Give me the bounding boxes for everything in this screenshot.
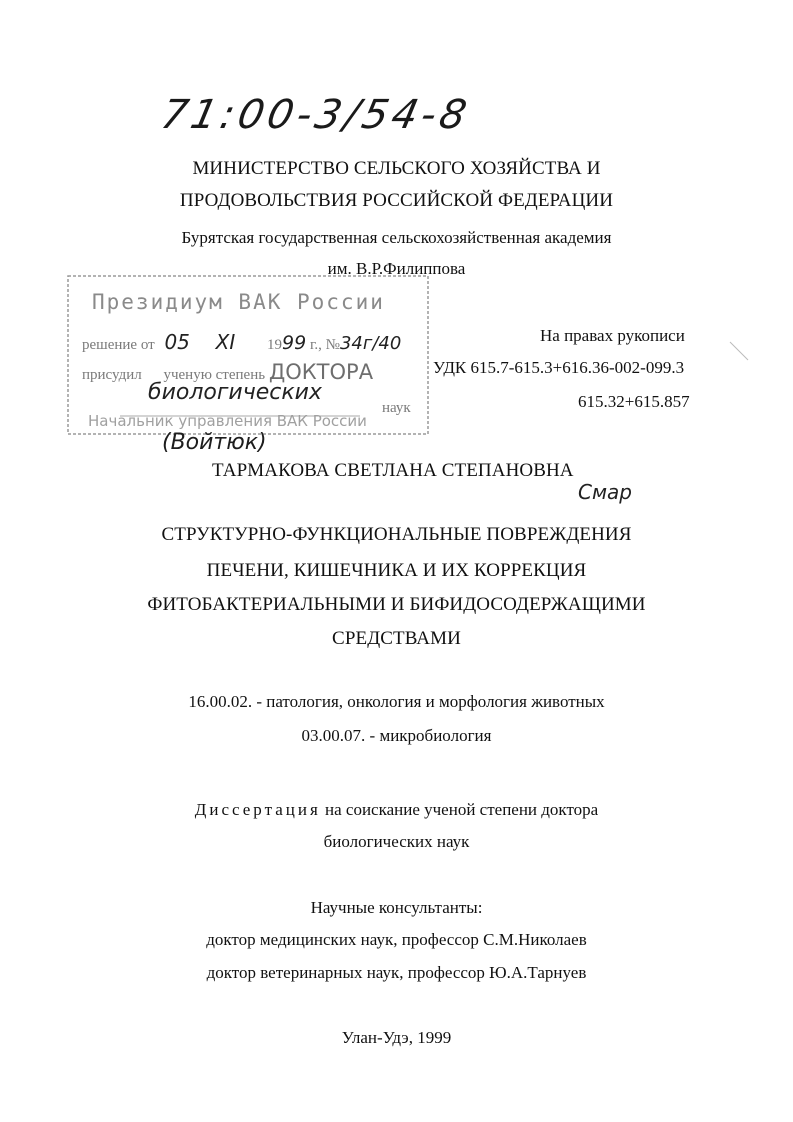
- consultants-heading: Научные консультанты:: [310, 898, 483, 917]
- stamp-awarded-prefix: присудил: [82, 367, 142, 383]
- academy-line-2: им. В.Р.Филиппова: [327, 259, 466, 278]
- stamp-month: XI: [215, 330, 236, 354]
- archive-number: 71:00-3/54-8: [157, 92, 475, 138]
- title-line-1: СТРУКТУРНО-ФУНКЦИОНАЛЬНЫЕ ПОВРЕЖДЕНИЯ: [161, 524, 632, 545]
- ministry-line-1: МИНИСТЕРСТВО СЕЛЬСКОГО ХОЗЯЙСТВА И: [192, 158, 601, 179]
- title-line-3: ФИТОБАКТЕРИАЛЬНЫМИ И БИФИДОСОДЕРЖАЩИМИ: [147, 594, 646, 615]
- udk-line-2: 615.32+615.857: [578, 392, 690, 411]
- specialty-line-2: 03.00.07. - микробиология: [301, 726, 492, 745]
- stamp-awarded-mid: ученую степень: [163, 367, 266, 383]
- consultant-1: доктор медицинских наук, профессор С.М.Николаев: [206, 930, 587, 949]
- udk-line-1: УДК 615.7-615.3+616.36-002-099.3: [433, 358, 685, 377]
- ministry-line-2: ПРОДОВОЛЬСТВИЯ РОССИЙСКОЙ ФЕДЕРАЦИИ: [179, 190, 614, 211]
- margin-mark: [728, 340, 752, 364]
- title-line-2: ПЕЧЕНИ, КИШЕЧНИКА И ИХ КОРРЕКЦИЯ: [206, 560, 587, 581]
- stamp-year-prefix: 19: [267, 337, 282, 353]
- author-name: ТАРМАКОВА СВЕТЛАНА СТЕПАНОВНА: [212, 460, 574, 481]
- stamp-title: Президиум ВАК России: [92, 290, 385, 314]
- author-signature: Смар: [578, 480, 633, 504]
- stamp-decision-prefix: решение от: [82, 337, 155, 353]
- dissertation-line-1: [0, 800, 793, 820]
- stamp-degree: ДОКТОРА: [268, 360, 374, 384]
- stamp-day: 05: [164, 330, 190, 354]
- stamp-year-suffix: 99: [282, 332, 307, 354]
- manuscript-rights: На правах рукописи: [540, 326, 685, 345]
- dissertation-line-2: биологических наук: [323, 832, 470, 851]
- stamp-number: 34г/40: [339, 333, 402, 354]
- place-year: Улан-Удэ, 1999: [341, 1028, 452, 1047]
- dissertation-rest: на соискание ученой степени доктора: [325, 800, 599, 819]
- title-line-4: СРЕДСТВАМИ: [332, 628, 461, 649]
- stamp-decision-row: [82, 330, 401, 354]
- stamp-chief: Начальник управления ВАК России: [88, 412, 367, 430]
- stamp-year-tail: г., №: [309, 337, 340, 353]
- stamp-field-handwritten: биологических: [148, 380, 322, 405]
- stamp-signature: (Войтюк): [162, 430, 267, 455]
- academy-line-1: Бурятская государственная сельскохозяйственная академия: [181, 228, 612, 247]
- dissertation-word: Диссертация: [194, 800, 321, 819]
- specialty-line-1: 16.00.02. - патология, онкология и морфология животных: [188, 692, 605, 711]
- consultant-2: доктор ветеринарных наук, профессор Ю.А.Тарнуев: [206, 963, 587, 982]
- stamp-field-suffix: наук: [382, 400, 411, 416]
